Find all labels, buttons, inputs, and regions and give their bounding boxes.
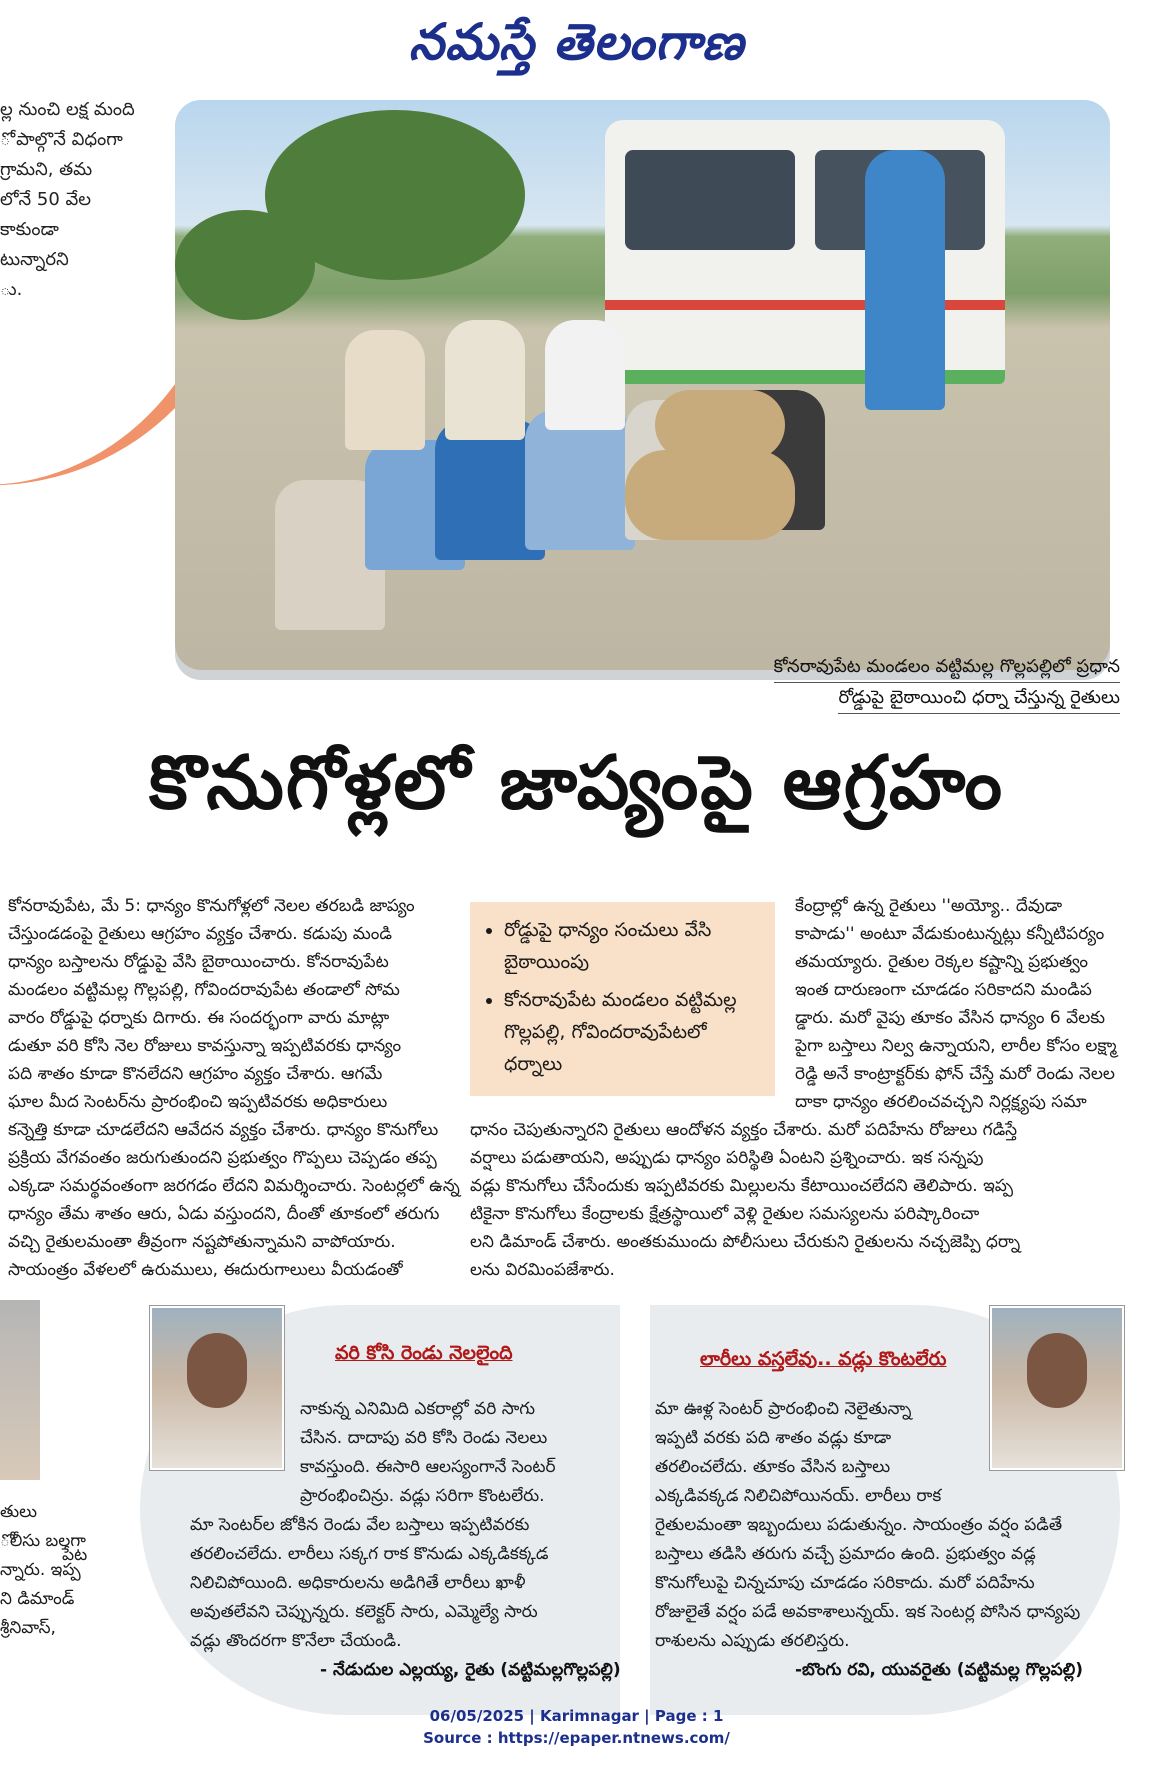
article-line: ఇంత దారుణంగా చూడడం సరికాదని మండిప bbox=[795, 980, 1092, 1000]
quote-line: అవుతలేవని చెప్పున్నరు. కలెక్టర్ సారు, ఎమ్మెల్యే సారు bbox=[190, 1602, 538, 1622]
signature-left: - నేడుదుల ఎల్లయ్య, రైతు (వట్టిమల్లగొల్లపల్లి) bbox=[320, 1660, 621, 1680]
quote-title-right: లారీలు వస్తలేవు.. వడ్లు కొంటలేరు bbox=[700, 1348, 947, 1370]
left-column-fragment bbox=[0, 95, 160, 295]
article-line: లని డిమాండ్ చేశారు. అంతకుముందు పోలీసులు చేరుకుని రైతులను నచ్చజెప్పి ధర్నా bbox=[470, 1232, 1021, 1252]
article-line: కోనరావుపేట, మే 5: ధాన్యం కొనుగోళ్లలో నెలల తరబడి జాప్యం bbox=[8, 896, 415, 916]
quote-line: ఇప్పటి వరకు పది శాతం వడ్లు కూడా bbox=[655, 1428, 892, 1448]
fragment-line: టున్నారని bbox=[0, 249, 69, 270]
farmer bbox=[445, 320, 525, 440]
quote-line: నిలిచిపోయింది. అధికారులను అడిగితే లారీలు ఖాళీ bbox=[190, 1573, 526, 1593]
quote-line: మా సెంటర్‌ల జోకిన రెండు వేల బస్తాలు ఇప్పటివరకు bbox=[190, 1515, 530, 1535]
farmer bbox=[525, 410, 635, 550]
quote-line: నాకున్న ఎనిమిది ఎకరాల్లో వరి సాగు bbox=[300, 1399, 536, 1419]
article-line: ప్రక్రియ వేగవంతం జరుగుతుందని ప్రభుత్వం గొప్పలు చెప్పడం తప్ప bbox=[8, 1148, 437, 1168]
caption-line: రోడ్డుపై బైఠాయించి ధర్నా చేస్తున్న రైతులు bbox=[838, 683, 1120, 714]
quote-line: తరలించలేదు. తూకం వేసిన బస్తాలు bbox=[655, 1457, 891, 1477]
article-column-3 bbox=[795, 892, 1140, 1116]
article-line: పది శాతం కూడా కొనలేదని ఆగ్రహం వ్యక్తం చేశారు. ఆగమే bbox=[8, 1064, 383, 1084]
fragment-line: ని డిమాండ్ bbox=[0, 1589, 75, 1609]
neighbor-photo bbox=[0, 1300, 40, 1480]
fragment-line: తులు bbox=[0, 1502, 38, 1522]
article-line: ఘాల మీద సెంటర్‌ను ప్రారంభించి ఇప్పటివరకు అధికారులు bbox=[8, 1092, 388, 1112]
article-line: ధాన్యం తేమ శాతం ఆరు, ఏడు వస్తుందని, దీంతో తూకంలో తరుగు bbox=[8, 1204, 440, 1224]
article-line: సాయంత్రం వేళలలో ఉరుములు, ఈదురుగాలులు వీయడంతో bbox=[8, 1260, 403, 1280]
standing-man bbox=[865, 150, 945, 410]
quote-line: రాశులను ఎప్పుడు తరలిస్తరు. bbox=[655, 1631, 850, 1651]
article-line: కేంద్రాల్లో ఉన్న రైతులు ''అయ్యో.. దేవుడా bbox=[795, 896, 1063, 916]
footer-date-page: 06/05/2025 | Karimnagar | Page : 1 bbox=[429, 1707, 724, 1725]
face bbox=[187, 1333, 247, 1408]
article-line: డుతూ వరి కోసి నెల రోజులు కావస్తున్నా ఇప్పటివరకు ధాన్యం bbox=[8, 1036, 402, 1056]
protest-photo bbox=[175, 100, 1110, 670]
caption-line: కోనరావుపేట మండలం వట్టిమల్ల గొల్లపల్లిలో ప్రధాన bbox=[774, 652, 1120, 683]
quote-line: తరలించలేదు. లారీలు సక్కగ రాక కొనుడు ఎక్కడికక్కడ bbox=[190, 1544, 549, 1564]
fragment-line: గ్రామని, తమ bbox=[0, 159, 93, 180]
article-line: వడ్లు కొనుగోలు చేసేందుకు ఇప్పటివరకు మిల్లులను కేటాయించలేదని తెలిపారు. ఇప్ప bbox=[470, 1176, 1014, 1196]
footer-source[interactable]: Source : https://epaper.ntnews.com/ bbox=[423, 1729, 730, 1747]
article-line: డ్డారు. మరో వైపు తూకం వేసిన ధాన్యం 6 వేలకు bbox=[795, 1008, 1106, 1028]
bus-window bbox=[625, 150, 795, 250]
quote-line: ప్రారంభించిన్రు. వడ్లు సరిగా కొంటలేరు. bbox=[300, 1486, 545, 1506]
fragment-line: ో పాల్గొనే విధంగా bbox=[0, 129, 123, 150]
article-line: కన్నెత్తి కూడా చూడలేదని ఆవేదన వ్యక్తం చేశారు. ధాన్యం కొనుగోలు bbox=[8, 1120, 439, 1140]
article-line: వచ్చి రైతులమంతా తీవ్రంగా నష్టపోతున్నామని వాపోయారు. bbox=[8, 1232, 396, 1252]
highlight-item: • రోడ్డుపై ధాన్యం సంచులు వేసి బైఠాయింపు bbox=[504, 914, 761, 978]
fragment-line: లోనే 50 వేల bbox=[0, 189, 92, 210]
tree bbox=[175, 210, 315, 320]
article-line: పైగా బస్తాలు నిల్వ ఉన్నాయని, లారీల కోసం లక్ష్మా bbox=[795, 1036, 1117, 1056]
article-line: రెడ్డి అనే కాంట్రాక్టర్‌కు ఫోన్ చేస్తే మరో రెండు నెలల bbox=[795, 1064, 1115, 1084]
quote-line: ఎక్కడివక్కడ నిలిచిపోయినయ్. లారీలు రాక bbox=[655, 1486, 942, 1506]
article-line: వారం రోడ్డుపై ధర్నాకు దిగారు. ఈ సందర్భంగా వారు మాట్లా bbox=[8, 1008, 390, 1028]
highlights-box bbox=[470, 902, 775, 1096]
fragment-line: ు. bbox=[0, 279, 23, 295]
fragment-line: ోలీసు బలగా bbox=[0, 1531, 86, 1551]
fragment-side-word: పేట bbox=[62, 1545, 88, 1565]
signature-right: -బొంగు రవి, యువరైతు (వట్టిమల్ల గొల్లపల్లి) bbox=[795, 1660, 1083, 1680]
article-column-1 bbox=[8, 892, 468, 1284]
fragment-line: శ్రీనివాస్, bbox=[0, 1618, 56, 1638]
article-wide-continuation bbox=[470, 1116, 1140, 1284]
quote-line: రైతులమంతా ఇబ్బందులు పడుతున్నం. సాయంత్రం వర్షం పడితే bbox=[655, 1515, 1063, 1535]
article-line: మండలం వట్టిమల్ల గొల్లపల్లి, గోవిందరావుపేట తండాలో సోమ bbox=[8, 980, 400, 1000]
article-line: ధాన్యం బస్తాలను రోడ్డుపై వేసి బైఠాయించారు. కోనరావుపేట bbox=[8, 952, 389, 972]
photo-caption bbox=[680, 652, 1120, 714]
fragment-line: కాకుండా bbox=[0, 219, 59, 240]
highlight-item: • కోనరావుపేట మండలం వట్టిమల్ల గొల్లపల్లి, గోవిందరావుపేటలో ధర్నాలు bbox=[504, 984, 761, 1080]
farmer bbox=[545, 320, 625, 430]
article-line: కాపాడు'' అంటూ వేడుకుంటున్నట్లు కన్నీటిపర్యం bbox=[795, 924, 1105, 944]
grain-sack bbox=[655, 390, 785, 460]
article-line: టికైనా కొనుగోలు కేంద్రాలకు క్షేత్రస్థాయిలో వెళ్లి రైతుల సమస్యలను పరిష్కారించా bbox=[470, 1204, 980, 1224]
bus-stripe bbox=[605, 300, 1005, 310]
headline: కొనుగోళ్లలో జాప్యంపై ఆగ్రహం bbox=[149, 740, 1004, 826]
article-line: దాకా ధాన్యం తరలించవచ్చని నిర్లక్ష్యపు సమా bbox=[795, 1092, 1087, 1112]
fragment-line: ల్ల నుంచి లక్ష మంది bbox=[0, 99, 135, 120]
news-photo bbox=[175, 100, 1110, 670]
fragment-line: న్నారు. ఇప్ప bbox=[0, 1560, 81, 1580]
quote-line: వడ్లు తొందరగా కొనేలా చేయండి. bbox=[190, 1631, 402, 1651]
article-line: చేస్తుండడంపై రైతులు ఆగ్రహం వ్యక్తం చేశారు. కడుపు మండి bbox=[8, 924, 392, 944]
quote-line: రోజులైతే వర్షం పడే అవకాశాలున్నయ్. ఇక సెంటర్ల పోసిన ధాన్యపు bbox=[655, 1602, 1081, 1622]
quote-line: కావస్తుంది. ఈసారి ఆలస్యంగానే సెంటర్ bbox=[300, 1457, 556, 1477]
page-footer bbox=[0, 1705, 1153, 1749]
article-line: లను విరమింపజేశారు. bbox=[470, 1260, 615, 1280]
masthead-title: నమస్తే తెలంగాణ bbox=[408, 11, 745, 71]
portrait-left bbox=[150, 1306, 284, 1470]
quote-text-left bbox=[190, 1395, 620, 1656]
quote-line: కొనుగోలుపై చిన్నచూపు చూడడం సరికాదు. మరో పదిహేను bbox=[655, 1573, 1035, 1593]
quote-line: బస్తాలు తడిసి తరుగు వచ్చే ప్రమాదం ఉంది. ప్రభుత్వం వడ్ల bbox=[655, 1544, 1036, 1564]
quote-line: చేసిన. దాదాపు వరి కోసి రెండు నెలలు bbox=[300, 1428, 548, 1448]
article-line: ధానం చెపుతున్నారని రైతులు ఆందోళన వ్యక్తం చేశారు. మరో పదిహేను రోజులు గడిస్తే bbox=[470, 1120, 1018, 1140]
article-line: వర్షాలు పడుతాయని, అప్పుడు ధాన్యం పరిస్థితి ఏంటని ప్రశ్నించారు. ఇక సన్నపు bbox=[470, 1148, 984, 1168]
masthead bbox=[0, 0, 1153, 95]
quote-text-right bbox=[655, 1395, 1081, 1656]
farmer bbox=[345, 330, 425, 450]
article-line: తమయ్యారు. రైతుల రెక్కల కష్టాన్ని ప్రభుత్వం bbox=[795, 952, 1089, 972]
grain-sack bbox=[625, 450, 795, 540]
quote-title-left: వరి కోసి రెండు నెలలైంది bbox=[335, 1342, 513, 1364]
quote-line: మా ఊళ్ల సెంటర్ ప్రారంభించి నెలైతున్నా bbox=[655, 1399, 912, 1419]
article-line: ఎక్కడా సమర్థవంతంగా జరగడం లేదని విమర్శించారు. సెంటర్లలో ఉన్న bbox=[8, 1176, 460, 1196]
